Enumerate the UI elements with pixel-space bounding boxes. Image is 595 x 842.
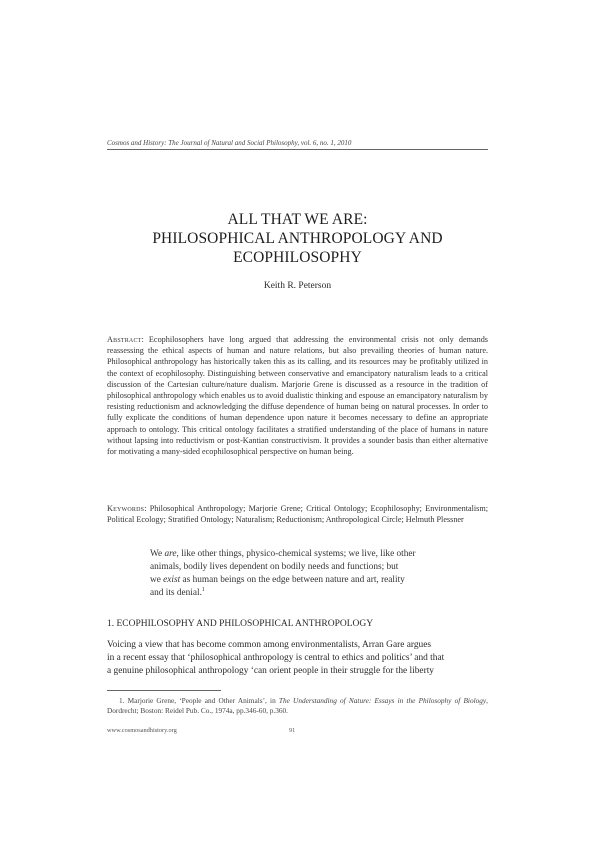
epigraph bbox=[150, 548, 450, 600]
footer-url[interactable]: www.cosmosandhistory.org bbox=[107, 727, 177, 734]
title-line-1: ALL THAT WE ARE: bbox=[227, 211, 368, 228]
author-name: Keith R. Peterson bbox=[263, 281, 332, 291]
epigraph-line-2: animals, bodily lives dependent on bodily needs and functions; but bbox=[150, 562, 399, 572]
title-line-3: ECOPHILOSOPHY bbox=[233, 249, 362, 266]
page-number: 91 bbox=[289, 727, 296, 734]
footnote-1: 1. Marjorie Grene, ‘People and Other Animals’, in The Understanding of Nature: Essays in the Philosophy of Biology, Dordrecht; Boston: Reidel Pub. Co., 1974a, pp.346-60, p.360. bbox=[107, 696, 488, 715]
abstract-text: : Ecophilosophers have long argued that addressing the environmental crisis not only demands reassessing the ethical aspects of human and nature relations, but also prevailing theories of human nature. Philosophical anthropology has historically taken this as its calling, and its resources may be profitably utilized in the context of ecophilosophy. Distinguishing between conservative and emancipatory naturalism leads to a critical discussion of the Cartesian culture/nature dualism. Marjorie Grene is discussed as a resource in the tradition of philosophical anthropology which enables us to avoid dualistic thinking and espouse an emancipatory naturalism by resisting reductionism and acknowledging the diffuse dependence of human being on natural processes. In order to fully explicate the conditions of human dependence upon nature it becomes necessary to define an appropriate approach to ontology. This critical ontology facilitates a stratified understanding of the place of humans in nature without lapsing into reductivism or post-Kantian constructivism. It provides a sounder basis than either alternative for motivating a many-sided ecophilosophical perspective on human being. bbox=[107, 335, 488, 457]
epigraph-line-1: We are, like other things, physico-chemical systems; we live, like other bbox=[150, 549, 416, 559]
epigraph-line-4: and its denial.$^1$ bbox=[150, 586, 205, 598]
body-line-1: Voicing a view that has become common among environmentalists, Arran Gare argues bbox=[107, 640, 432, 650]
keywords-label: Keywords bbox=[107, 504, 145, 513]
footnote-ref[interactable]: 1 bbox=[201, 586, 205, 593]
header-rule bbox=[107, 149, 488, 150]
body-line-2: in a recent essay that ‘philosophical anthropology is central to ethics and politics’ and that bbox=[107, 653, 445, 663]
title-line-2: PHILOSOPHICAL ANTHROPOLOGY AND bbox=[152, 230, 443, 247]
abstract bbox=[107, 334, 488, 457]
keywords bbox=[107, 503, 488, 525]
keywords-text: : Philosophical Anthropology; Marjorie Grene; Critical Ontology; Ecophilosophy; Environmentalism; Political Ecology; Stratified Ontology; Naturalism; Reductionism; Anthropological Circle; Helmuth Plessner bbox=[107, 504, 488, 525]
footnote-number: 1. bbox=[119, 696, 125, 705]
footnote-book-title: The Understanding of Nature: Essays in the Philosophy of Biology bbox=[278, 696, 487, 705]
footnote-rule bbox=[107, 690, 221, 691]
running-head: Cosmos and History: The Journal of Natural and Social Philosophy, vol. 6, no. 1, 2010 bbox=[107, 139, 352, 147]
epigraph-line-3: we exist as human beings on the edge between nature and art, reality bbox=[150, 575, 405, 585]
body-paragraph bbox=[107, 639, 488, 678]
body-line-3: a genuine philosophical anthropology ‘can orient people in their struggle for the liberty bbox=[107, 666, 434, 676]
abstract-label: Abstract bbox=[107, 335, 142, 344]
article-title bbox=[107, 210, 488, 267]
section-heading: 1. ECOPHILOSOPHY AND PHILOSOPHICAL ANTHROPOLOGY bbox=[107, 619, 374, 629]
